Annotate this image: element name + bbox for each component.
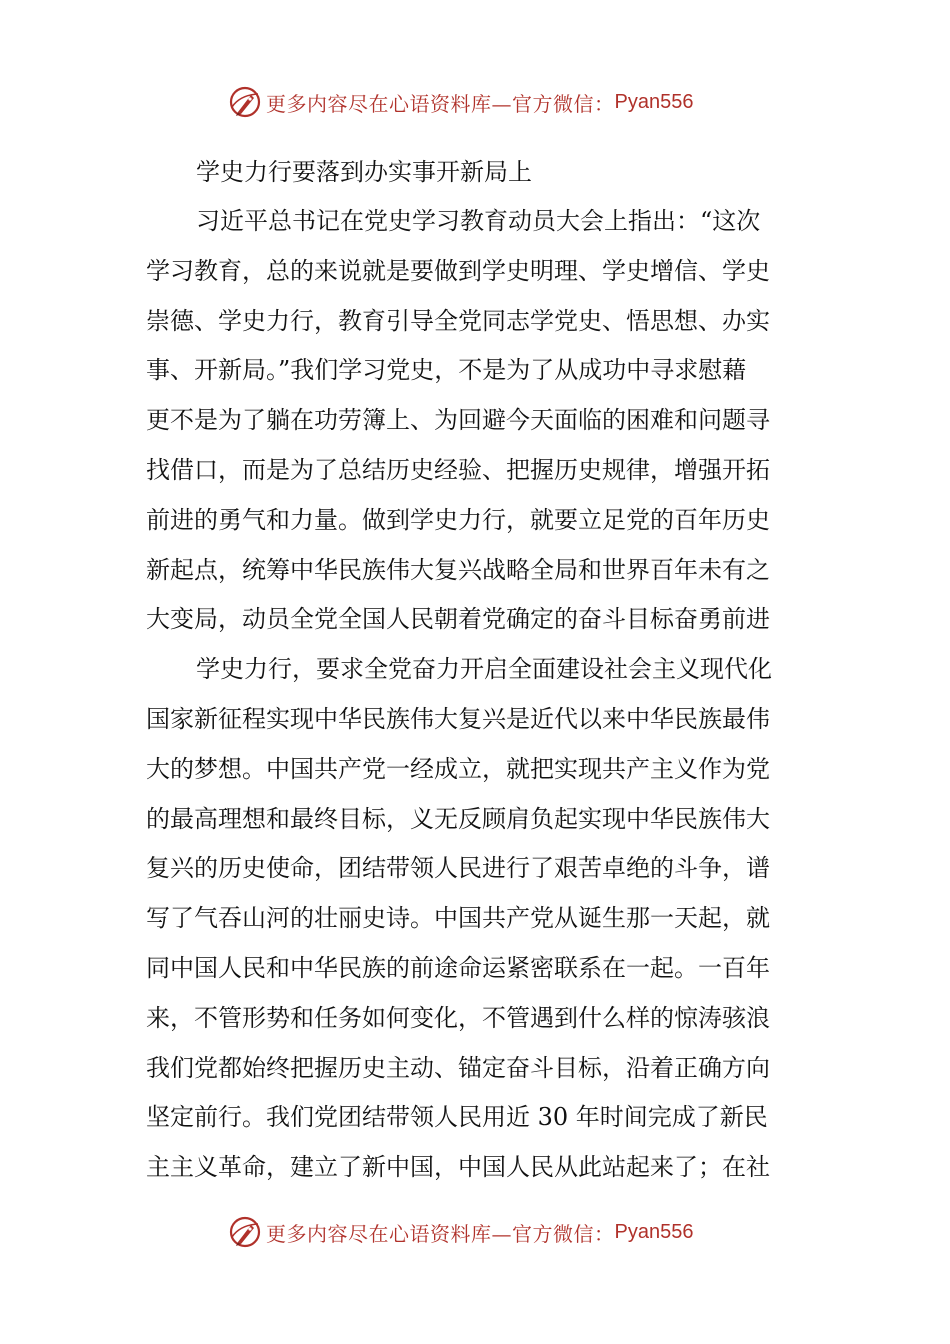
text-line: 新起点，统筹中华民族伟大复兴战略全局和世界百年未有之 (146, 555, 770, 584)
text-line: 学史力行，要求全党奋力开启全面建设社会主义现代化 (196, 655, 772, 684)
text-line: 同中国人民和中华民族的前途命运紧密联系在一起。一百年 (146, 953, 770, 982)
watermark-text: 更多内容尽在心语资料库—官方微信： (266, 1221, 615, 1246)
paragraph-2 (146, 645, 810, 1193)
document-title: 学史力行要落到办实事开新局上 (196, 158, 532, 186)
text-line: 大的梦想。中国共产党一经成立，就把实现共产主义作为党 (146, 754, 770, 783)
text-line: 崇德、学史力行，教育引导全党同志学党史、悟思想、办实 (146, 306, 770, 335)
text-line: 国家新征程实现中华民族伟大复兴是近代以来中华民族最伟 (146, 704, 770, 733)
text-line: 更不是为了躺在功劳簿上、为回避今天面临的困难和问题寻 (146, 406, 770, 435)
text-line: 习近平总书记在党史学习教育动员大会上指出：“这次 (196, 207, 761, 235)
text-line: 的最高理想和最终目标，义无反顾肩负起实现中华民族伟大 (146, 804, 770, 833)
paragraph-1 (146, 197, 810, 645)
pen-logo-icon (228, 1215, 262, 1249)
text-line: 来，不管形势和任务如何变化，不管遇到什么样的惊涛骇浪 (146, 1003, 770, 1032)
text-line: 学习教育，总的来说就是要做到学史明理、学史增信、学史 (146, 256, 770, 285)
text-line: 坚定前行。我们党团结带领人民用近 30 年时间完成了新民 (146, 1103, 768, 1132)
text-line: 前进的勇气和力量。做到学史力行，就要立足党的百年历史 (146, 505, 770, 534)
text-line: 大变局，动员全党全国人民朝着党确定的奋斗目标奋勇前进 (146, 605, 770, 634)
text-line: 找借口，而是为了总结历史经验、把握历史规律，增强开拓 (146, 455, 770, 484)
text-line: 写了气吞山河的壮丽史诗。中国共产党从诞生那一天起，就 (146, 904, 770, 933)
watermark-banner-bottom (228, 1212, 693, 1252)
watermark-handle: Pyan556 (614, 90, 694, 113)
text-line: 主主义革命，建立了新中国，中国人民从此站起来了；在社 (146, 1153, 770, 1182)
text-line: 复兴的历史使命，团结带领人民进行了艰苦卓绝的斗争，谱 (146, 854, 770, 883)
watermark-handle: Pyan556 (614, 1220, 694, 1243)
pen-logo-icon (228, 85, 262, 119)
text-line: 我们党都始终把握历史主动、锚定奋斗目标，沿着正确方向 (146, 1053, 770, 1082)
watermark-banner-top (228, 82, 693, 122)
watermark-text: 更多内容尽在心语资料库—官方微信： (266, 91, 615, 116)
document-body (146, 148, 810, 1193)
text-line: 事、开新局。”我们学习党史，不是为了从成功中寻求慰藉 (146, 356, 747, 385)
